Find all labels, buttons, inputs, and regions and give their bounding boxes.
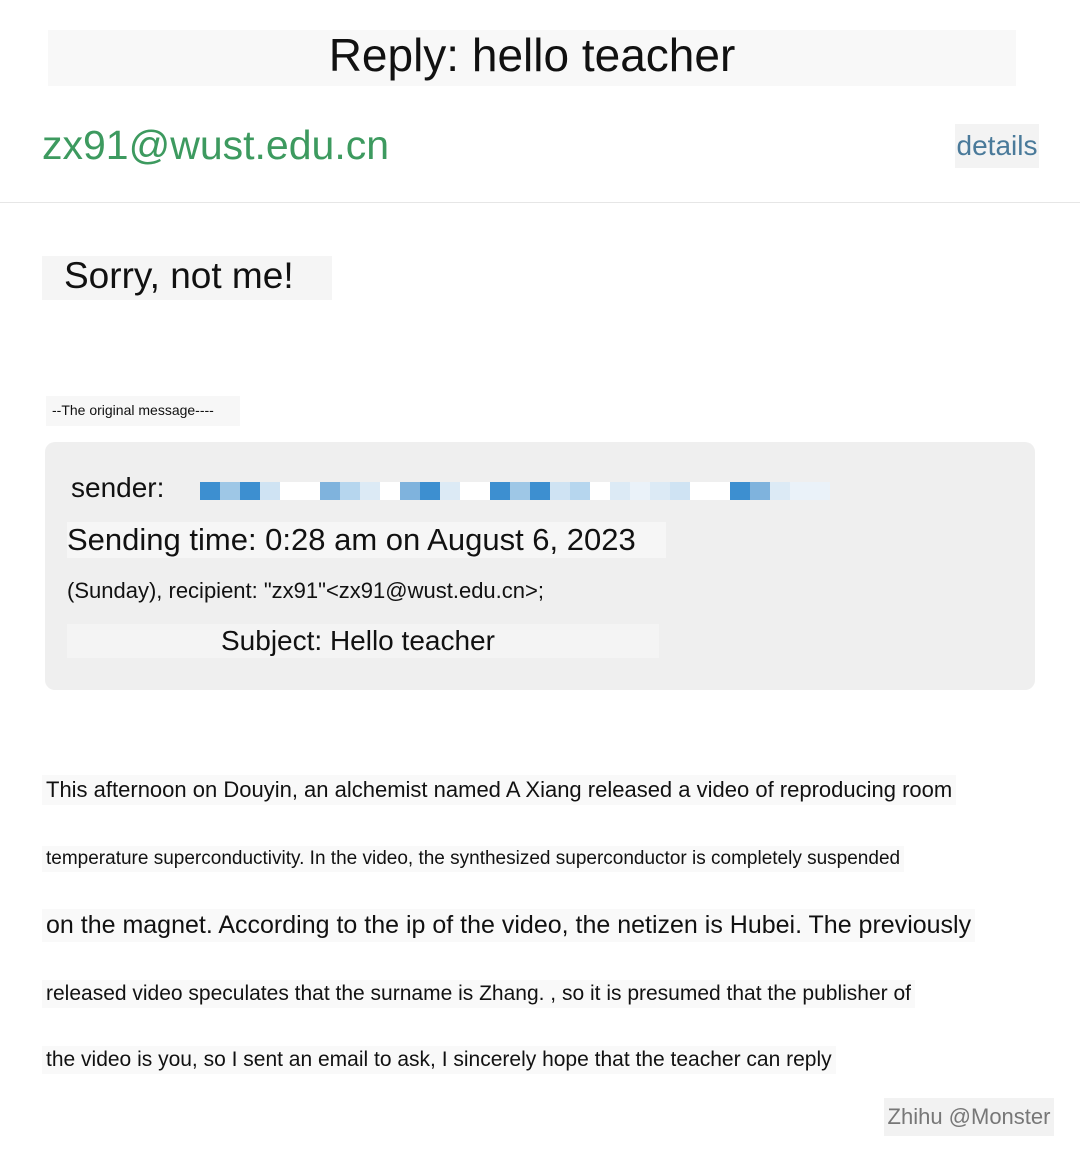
sender-address[interactable]: zx91@wust.edu.cn (42, 122, 390, 168)
body-line: This afternoon on Douyin, an alchemist named A Xiang released a video of reproducing room (42, 775, 956, 805)
original-subject: Subject: Hello teacher (67, 624, 659, 658)
body-line: temperature superconductivity. In the video, the synthesized superconductor is completely suspended (42, 846, 904, 872)
body-line: released video speculates that the surname is Zhang. , so it is presumed that the publisher of (42, 980, 915, 1008)
sender-label: sender: (71, 472, 165, 503)
watermark: Zhihu @Monster (884, 1098, 1054, 1136)
sending-time: Sending time: 0:28 am on August 6, 2023 (67, 522, 666, 558)
recipient-line: (Sunday), recipient: "zx91"<zx91@wust.edu.cn>; (67, 578, 544, 603)
details-link[interactable]: details (955, 124, 1039, 168)
body-line: the video is you, so I sent an email to ask, I sincerely hope that the teacher can reply (42, 1046, 836, 1074)
email-subject-title: Reply: hello teacher (48, 30, 1016, 86)
original-message-label: --The original message---- (46, 396, 240, 426)
reply-body: Sorry, not me! (42, 256, 332, 300)
original-message-header (45, 442, 1035, 690)
redacted-sender-address (200, 482, 970, 500)
sender-row (0, 112, 1080, 203)
body-line: on the magnet. According to the ip of the video, the netizen is Hubei. The previously (42, 909, 975, 942)
